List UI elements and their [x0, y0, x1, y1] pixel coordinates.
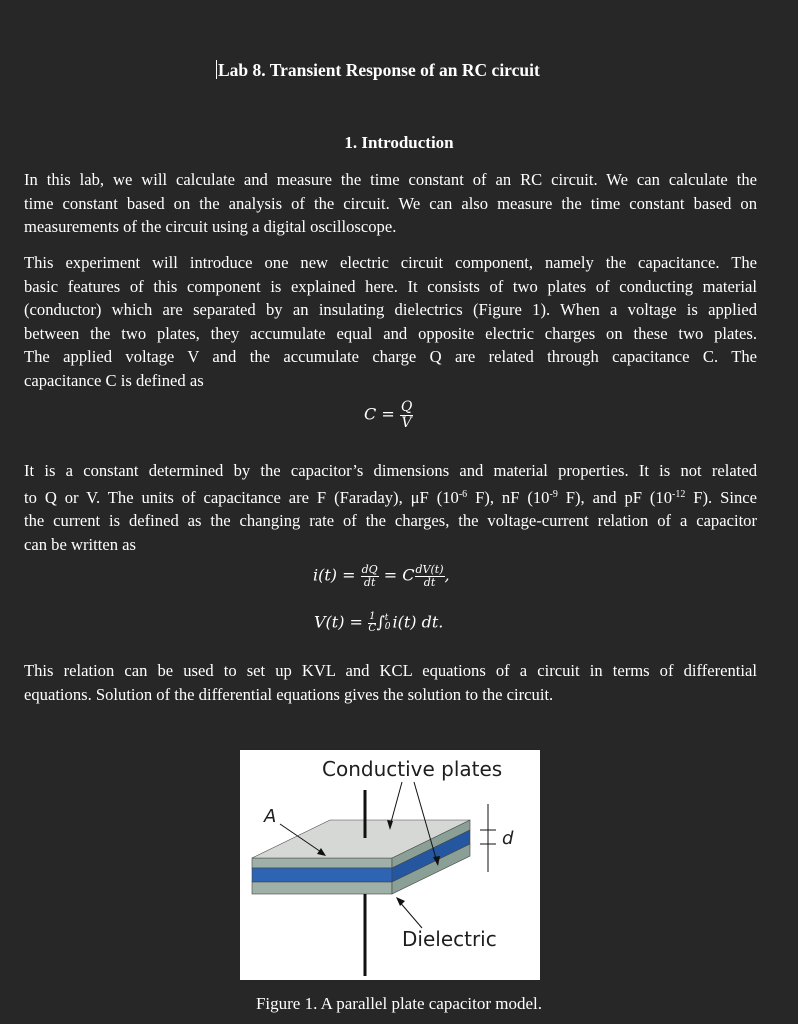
paragraph-line: measurements of the circuit using a digital oscilloscope. — [24, 217, 397, 237]
paragraph-line: basic features of this component is explained here. It consists of two plates of conducting material — [24, 276, 757, 296]
dielectric-front — [252, 868, 392, 882]
paragraph-capacitance — [24, 251, 757, 393]
paragraph-line: In this lab, we will calculate and measure the time constant of an RC circuit. We can calculate the — [24, 170, 757, 189]
paragraph-line: (conductor) which are separated by an insulating dielectrics (Figure 1). When a voltage is applied — [24, 300, 757, 320]
section-heading: 1. Introduction — [344, 133, 454, 152]
paragraph-intro — [24, 168, 757, 239]
integral-limits: t 0 — [384, 613, 391, 632]
equation-capacitance: C = $\frac{Q}{V}$ — [364, 399, 413, 431]
top-plate-front — [252, 882, 392, 894]
paragraph-line: This relation can be used to set up KVL and KCL equations of a circuit in terms of differential — [24, 661, 757, 680]
paragraph-line: The applied voltage V and the accumulate charge Q are related through capacitance C. The — [24, 347, 757, 367]
fraction: $\frac{Q}{V}$ — [400, 399, 413, 431]
document-title: Lab 8. Transient Response of an RC circuit — [218, 60, 540, 80]
paragraph-line: capacitance C is defined as — [24, 370, 204, 390]
area-label: A — [264, 806, 277, 827]
paragraph-line: the current is defined as the changing rate of the charges, the voltage-current relation of a capacitor — [24, 511, 757, 531]
equation-voltage: V(t) = $\frac{1}{C}$ ∫ t 0 i(t) dt. — [314, 611, 444, 634]
paragraph-line: between the two plates, they accumulate equal and opposite electric charges on these two plates. — [24, 323, 757, 343]
figure-caption: Figure 1. A parallel plate capacitor model. — [255, 994, 543, 1013]
paragraph-line: time constant based on the analysis of the circuit. We can also measure the time constant based on — [24, 193, 757, 213]
conductive-plates-label: Conductive plates — [322, 757, 503, 781]
fraction: $\frac{dV(t)}{dt}$ — [415, 563, 444, 589]
dielectric-label: Dielectric — [402, 927, 497, 951]
paragraph-kvl — [24, 659, 757, 706]
text-cursor — [216, 60, 217, 79]
fraction: $\frac{1}{C}$ — [368, 611, 377, 634]
capacitor-figure — [240, 750, 540, 980]
paragraph-line: can be written as — [24, 534, 136, 554]
paragraph-line-units: to Q or V. The units of capacitance are F (Faraday), μF ($10^{-6}$ F), nF ($10^{-9}$ F), and pF ($10^{-12}$ F). Since — [24, 487, 757, 507]
bottom-plate-front — [252, 858, 392, 868]
paragraph-line: It is a constant determined by the capacitor’s dimensions and material properties. It is not related — [24, 461, 757, 480]
paragraph-line: This experiment will introduce one new electric circuit component, namely the capacitance. The — [24, 253, 757, 272]
thickness-label: d — [502, 828, 514, 849]
paragraph-units — [24, 459, 757, 556]
fraction: $\frac{dQ}{dt}$ — [361, 563, 378, 589]
equation-current: i(t) = $\frac{dQ}{dt}$ = C $\frac{dV(t)}{dt}$ , — [313, 563, 450, 589]
paragraph-line: equations. Solution of the differential equations gives the solution to the circuit. — [24, 684, 554, 704]
